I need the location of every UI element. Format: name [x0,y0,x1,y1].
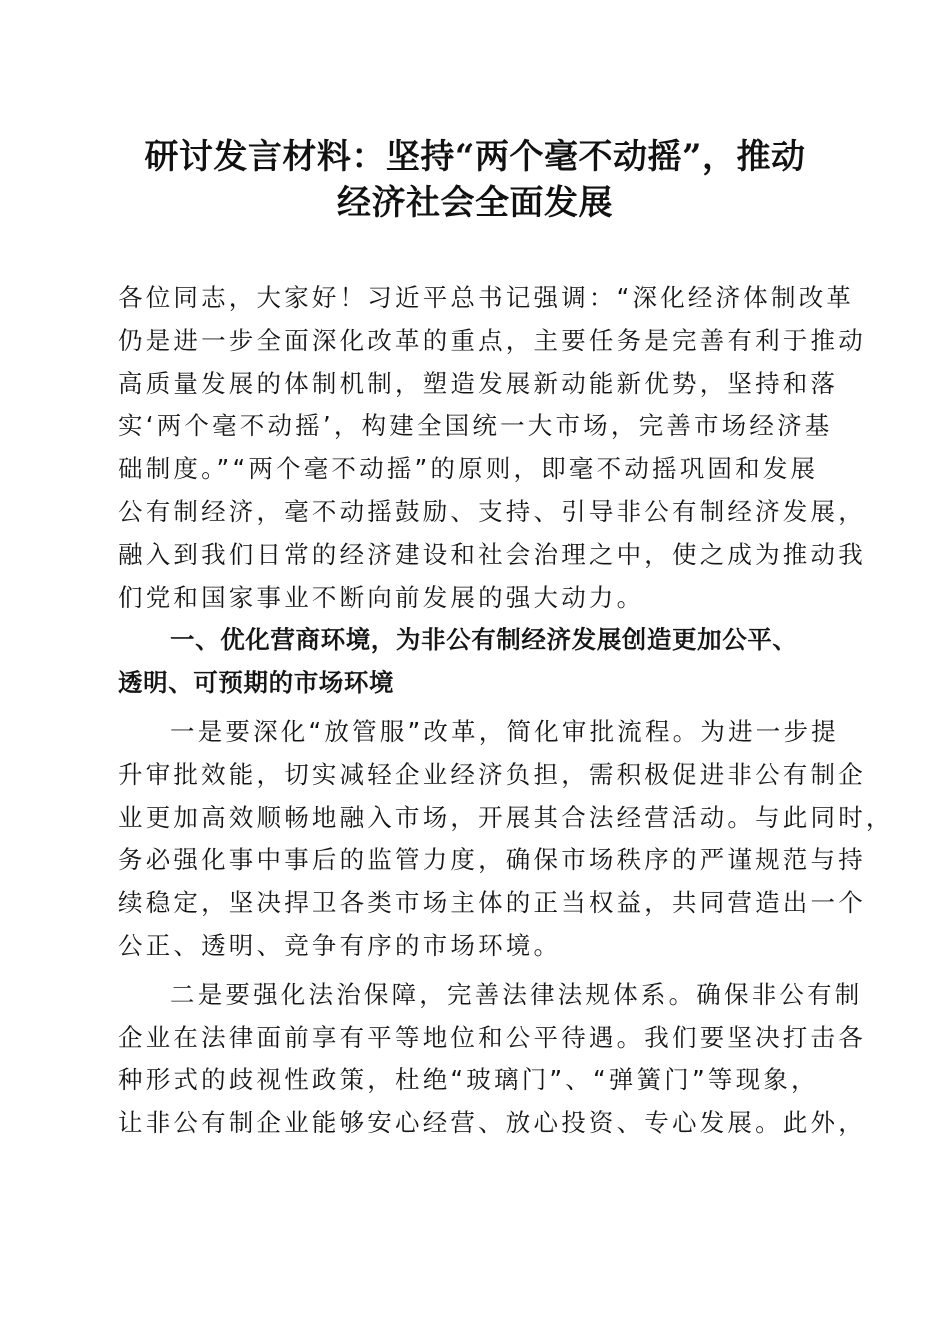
paragraph-1 [118,711,894,968]
paragraph-line: 一是要深化“放管服”改革，简化审批流程。为进一步提 [170,716,839,746]
intro-line: 公有制经济，毫不动摇鼓励、支持、引导非公有制经济发展， [118,496,866,526]
title-line-1: 研讨发言材料：坚持“两个毫不动摇”，推动 [144,137,806,177]
paragraph-line: 业更加高效顺畅地融入市场，开展其合法经营活动。与此同时， [118,802,894,832]
section-heading-line: 透明、可预期的市场环境 [118,668,395,698]
paragraph-line: 续稳定，坚决捍卫各类市场主体的正当权益，共同营造出一个 [118,888,866,918]
document-body [118,277,894,1145]
intro-paragraph [118,277,866,619]
paragraph-line: 升审批效能，切实减轻企业经济负担，需积极促进非公有制企 [118,759,866,789]
intro-line: 各位同志，大家好！习近平总书记强调：“深化经济体制改革 [118,283,855,312]
intro-line: 础制度。”“两个毫不动摇”的原则，即毫不动摇巩固和发展 [118,454,819,484]
intro-line: 们党和国家事业不断向前发展的强大动力。 [118,582,645,612]
document-title [0,134,950,226]
paragraph-line: 种形式的歧视性政策，杜绝“玻璃门”、“弹簧门”等现象， [118,1065,819,1095]
paragraph-2 [118,974,866,1145]
intro-line: 仍是进一步全面深化改革的重点，主要任务是完善有利于推动 [118,325,866,355]
intro-line: 高质量发展的体制机制，塑造发展新动能新优势，坚持和落 [118,368,839,398]
intro-line: 融入到我们日常的经济建设和社会治理之中，使之成为推动我 [118,539,866,569]
title-line-2: 经济社会全面发展 [337,183,613,223]
section-heading-1 [118,619,834,705]
paragraph-line: 公正、透明、竞争有序的市场环境。 [118,930,562,960]
paragraph-line: 让非公有制企业能够安心经营、放心投资、专心发展。此外， [118,1108,866,1138]
paragraph-line: 务必强化事中事后的监管力度，确保市场秩序的严谨规范与持 [118,845,866,875]
paragraph-line: 企业在法律面前享有平等地位和公平待遇。我们要坚决打击各 [118,1022,866,1052]
section-heading-line: 一、优化营商环境，为非公有制经济发展创造更加公平、 [170,625,798,655]
intro-line: 实‘两个毫不动摇’，构建全国统一大市场，完善市场经济基 [118,411,833,441]
paragraph-line: 二是要强化法治保障，完善法律法规体系。确保非公有制 [170,979,863,1009]
